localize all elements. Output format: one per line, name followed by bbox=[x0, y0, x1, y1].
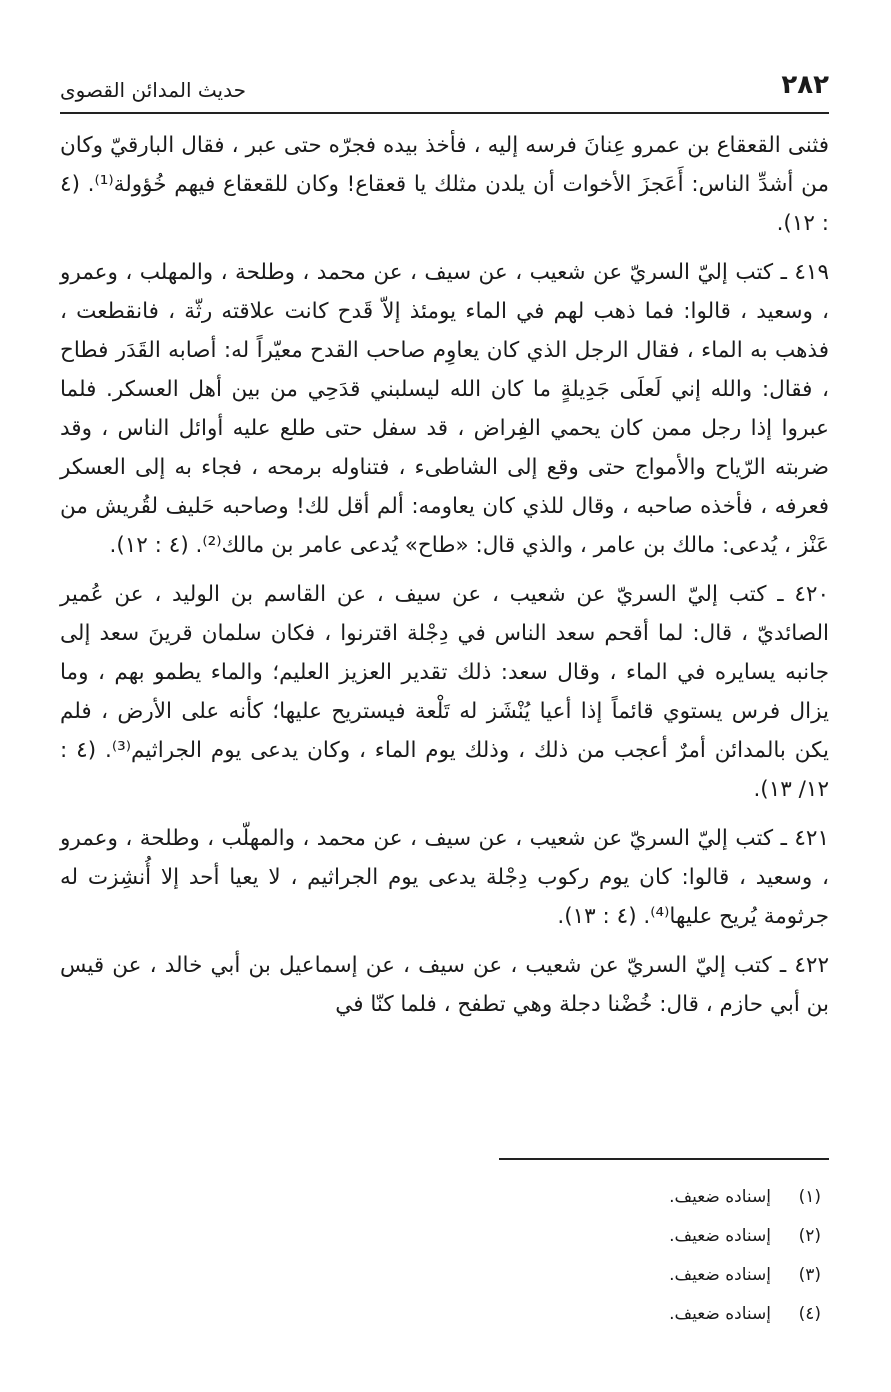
footnote-text: إسناده ضعيف. bbox=[669, 1265, 771, 1285]
paragraph-419: ٤١٩ ـ كتب إليّ السريّ عن شعيب ، عن سيف ، عن محمد ، وطلحة ، والمهلب ، وعمرو ، وسعيد ، قالوا: فما ذهب لهم في الماء يومئذ إلاّ قَدح كانت علاقته رثّة ، فانقطعت ، فذهب به الماء ، فقال الرجل الذي كان يعاوِم صاحب القدح معيّراً له: أصابه القَدَر فطاح ، فقال: والله إني لَعلَى جَدِيلةٍ ما كان الله ليسلبني قدَحِي من بين أهل العسكر. فلما عبروا إذا رجل ممن كان يحمي الفِراض ، قد سفل حتى طلع عليه أوائل الناس ، وقد ضربته الرّياح والأمواج حتى وقع إلى الشاطىء ، فتناوله برمحه ، فجاء به إلى العسكر فعرفه ، فأخذه صاحبه ، وقال للذي كان يعاومه: ألم أقل لك! وصاحبه حَليف لقُريش من عَنْز ، يُدعى: مالك بن عامر ، والذي قال: «طاح» يُدعى عامر بن مالك⁽²⁾. (٤ : ١٢). bbox=[60, 260, 829, 558]
paragraph-continuation: فثنى القعقاع بن عمرو عِنانَ فرسه إليه ، فأخذ بيده فجرّه حتى عبر ، فقال البارقيّ وكان من أشدِّ الناس: أَعَجزَ الأخوات أن يلدن مثلك يا قعقاع! وكان للقعقاع فيهم خُؤولة⁽¹⁾. (٤ : ١٢). bbox=[60, 133, 829, 236]
footnotes bbox=[60, 1178, 821, 1334]
footnote-2 bbox=[60, 1217, 821, 1256]
footnote-text: إسناده ضعيف. bbox=[669, 1226, 771, 1246]
footnote-3 bbox=[60, 1256, 821, 1295]
footnote-4 bbox=[60, 1295, 821, 1334]
paragraph-420: ٤٢٠ ـ كتب إليّ السريّ عن شعيب ، عن سيف ، عن القاسم بن الوليد ، عن عُمير الصائديّ ، قال: لما أقحم سعد الناس في دِجْلة اقترنوا ، فكان سلمان قرينَ سعد إلى جانبه يسايره في الماء ، وقال سعد: ذلك تقدير العزيز العليم؛ والماء يطمو بهم ، وما يزال فرس يستوي قائماً إذا أعيا يُنْشَز له تَلْعة فيستريح عليها؛ كأنه على الأرض ، فلم يكن بالمدائن أمرٌ أعجب من ذلك ، وذلك يوم الماء ، وكان يدعى يوم الجراثيم⁽³⁾. (٤ : ١٢/ ١٣). bbox=[60, 582, 830, 802]
footnote-number: (٢) bbox=[798, 1226, 821, 1246]
footnote-divider bbox=[499, 1158, 829, 1160]
footnote-text: إسناده ضعيف. bbox=[669, 1187, 771, 1207]
footnote-number: (١) bbox=[798, 1187, 821, 1207]
running-title: حديث المدائن القصوى bbox=[60, 78, 246, 102]
paragraph-421: ٤٢١ ـ كتب إليّ السريّ عن شعيب ، عن سيف ، عن محمد ، والمهلّب ، وطلحة ، وعمرو ، وسعيد ، قالوا: كان يوم ركوب دِجْلة يدعى يوم الجراثيم ، لا يعيا أحد إلا أُنشِزت له جرثومة يُريح عليها⁽⁴⁾. (٤ : ١٣). bbox=[60, 826, 829, 929]
footnote-number: (٤) bbox=[798, 1304, 821, 1324]
paragraph-422: ٤٢٢ ـ كتب إليّ السريّ عن شعيب ، عن سيف ، عن إسماعيل بن أبي خالد ، عن قيس بن أبي حازم ، قال: خُضْنا دجلة وهي تطفح ، فلما كنّا في bbox=[60, 953, 829, 1017]
page-number: ٢٨٢ bbox=[781, 70, 829, 100]
running-head bbox=[60, 68, 829, 114]
footnote-1 bbox=[60, 1178, 821, 1217]
footnote-text: إسناده ضعيف. bbox=[669, 1304, 771, 1324]
main-text bbox=[60, 126, 829, 1034]
footnote-number: (٣) bbox=[798, 1265, 821, 1285]
